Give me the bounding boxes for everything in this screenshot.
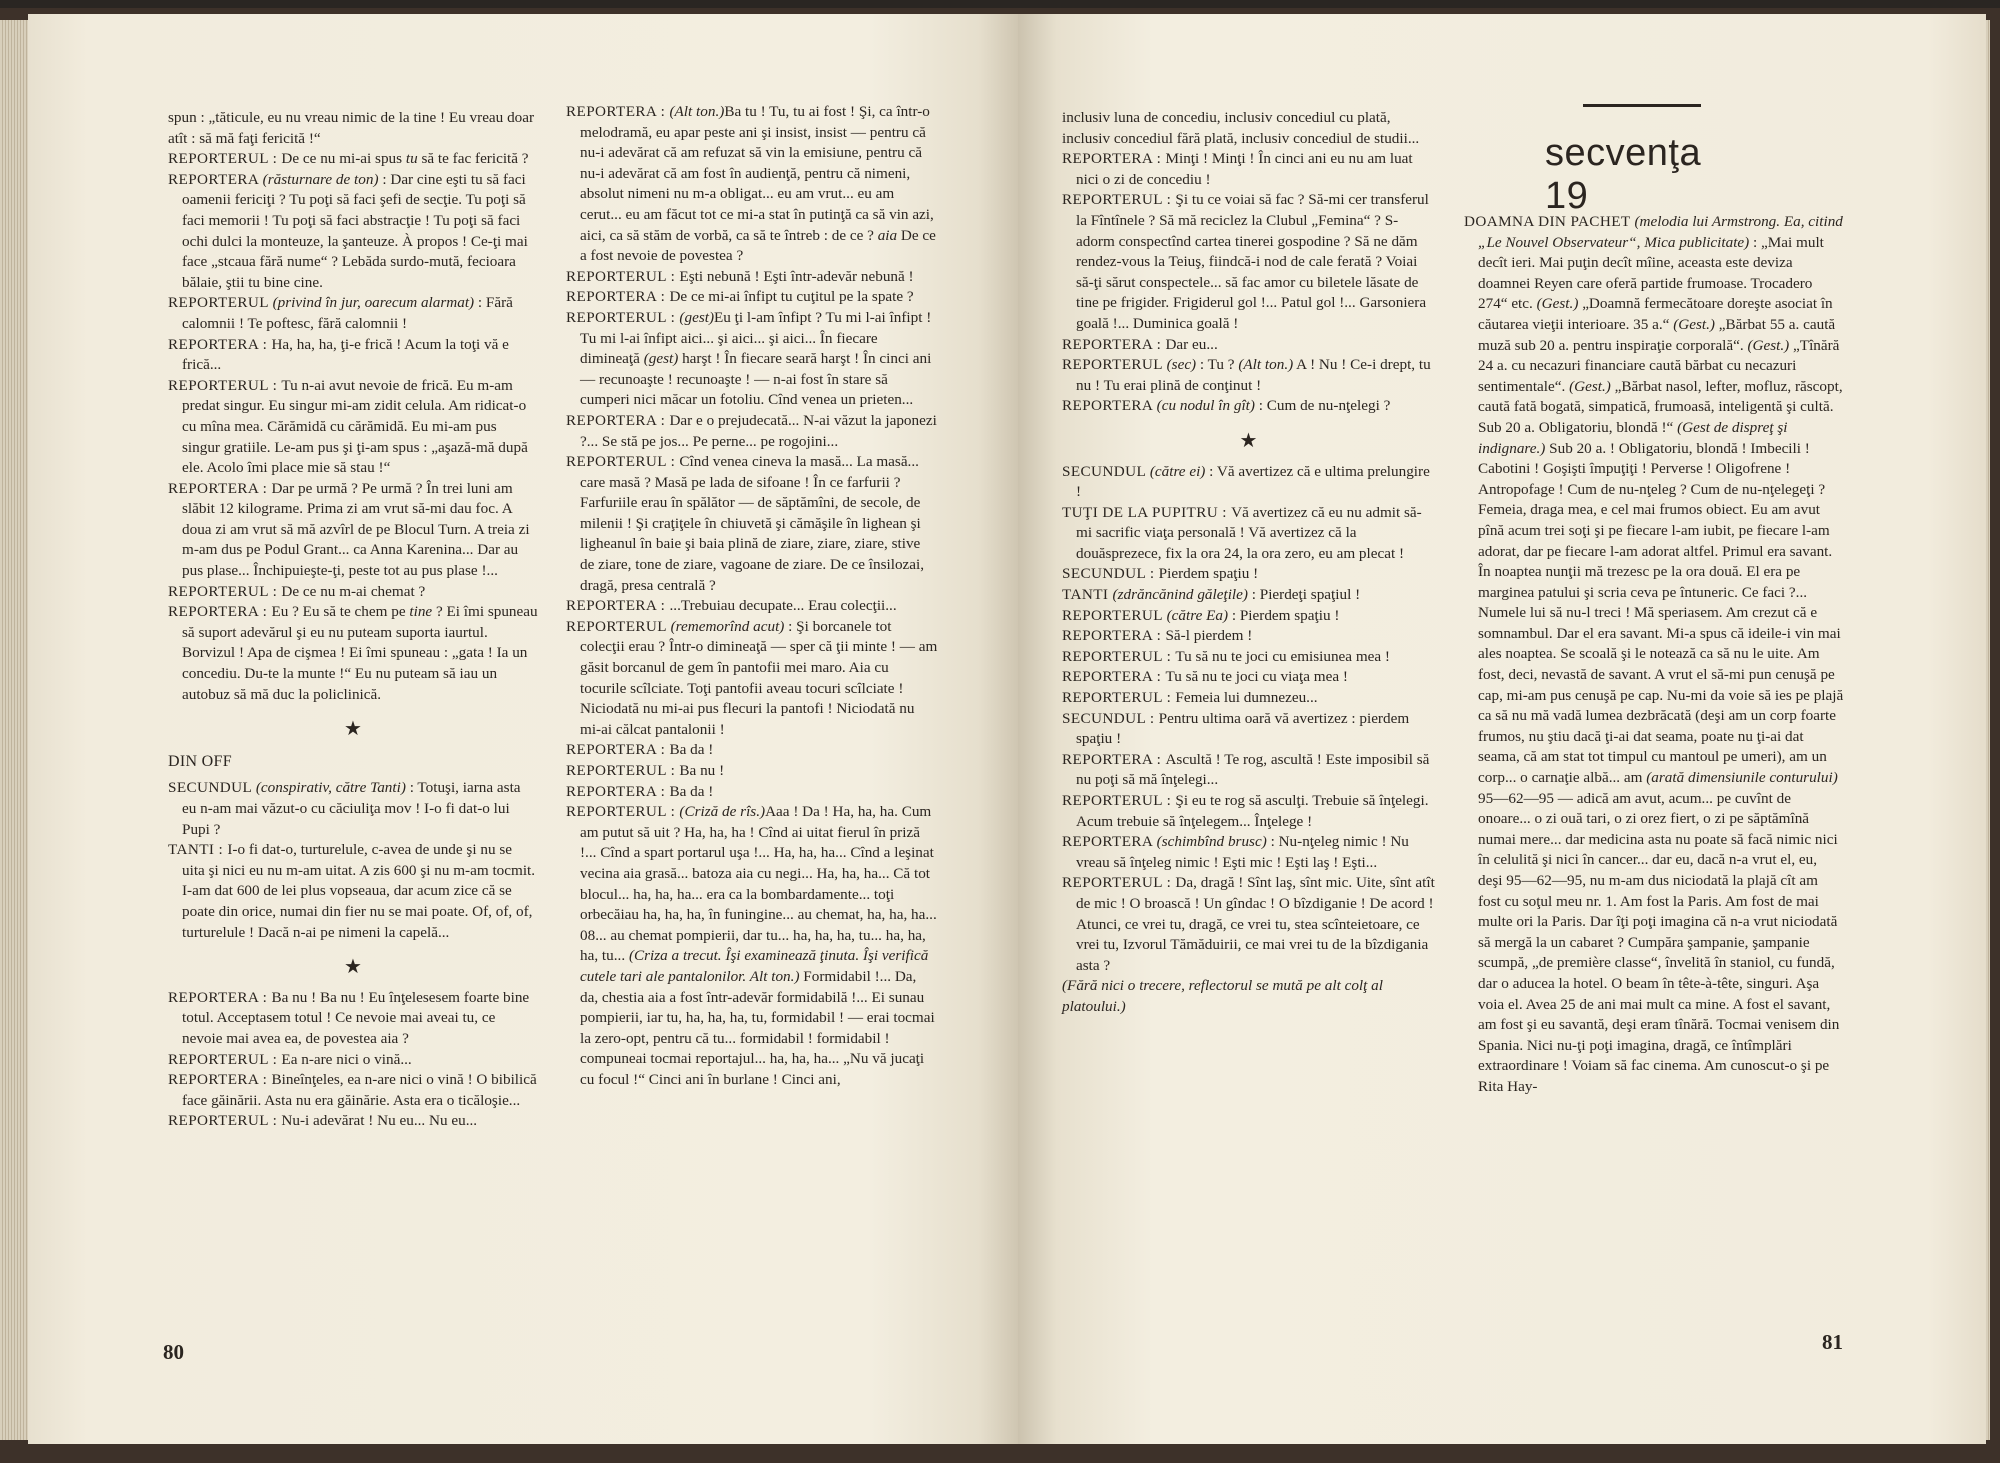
speaker-name: REPORTERA : xyxy=(168,988,272,1006)
stage-direction: (gest) xyxy=(679,308,715,326)
dialogue-line xyxy=(1062,647,1435,668)
dialogue-line xyxy=(566,740,938,761)
dialogue-line xyxy=(1062,564,1435,585)
speaker-name: REPORTERUL : xyxy=(168,376,282,394)
stage-direction: (Alt ton.) xyxy=(669,103,725,120)
dialogue-text: Bineînţeles, ea n-are nici o vină ! O bibilică face găinării. Asta nu era găinărie. Asta era o ticăloşie... xyxy=(182,1071,537,1109)
sequence-title: secvenţa 19 xyxy=(1545,132,1702,217)
dialogue-text: Tu să nu te joci cu viaţa mea ! xyxy=(1165,668,1348,686)
dialogue-line xyxy=(1062,396,1435,417)
dialogue-line xyxy=(168,602,538,705)
speaker-name: REPORTERUL : xyxy=(168,150,282,168)
dialogue-text: ? xyxy=(736,247,744,265)
dialogue-text: Ascultă ! Te rog, ascultă ! Este imposibil să nu poţi să mă înţelegi... xyxy=(1076,750,1430,789)
dialogue-text: Femeia lui dumnezeu... xyxy=(1175,689,1318,707)
dialogue-line xyxy=(1062,190,1435,334)
speaker-name: REPORTERUL xyxy=(1062,606,1167,624)
speaker-name: REPORTERA : xyxy=(168,603,272,621)
dialogue-text: „Tînără 24 a. cu necazuri financiare caută bărbat cu necazuri sentimentale“. xyxy=(1478,336,1840,395)
dialogue-line xyxy=(1062,503,1435,565)
stage-direction: (cu nodul în gît) xyxy=(1156,397,1255,415)
dialogue-line xyxy=(566,802,938,1090)
speaker-name: REPORTERUL : xyxy=(566,308,680,326)
speaker-name: REPORTERUL : xyxy=(1062,191,1176,209)
speaker-name: REPORTERA : xyxy=(566,782,670,800)
speaker-name: REPORTERA : xyxy=(1062,668,1166,686)
left-page-column-2 xyxy=(566,102,938,1091)
dialogue-line xyxy=(1464,212,1844,1098)
speaker-name: SECUNDUL : xyxy=(1062,709,1159,727)
speaker-name: REPORTERA : xyxy=(1062,150,1166,168)
page-number-right: 81 xyxy=(1822,1330,1843,1354)
dialogue-line xyxy=(566,782,938,803)
speaker-name: SECUNDUL xyxy=(1062,462,1150,480)
dialogue-text: : Dar cine eşti tu să faci oamenii fericiţi ? Tu poţi să faci şefi de secţie. Tu poţi să faci memorii ! Tu poţi să faci abstracţie ! Tu poţi să faci ochi dulci la monteuze, la şanteuze. À propos ! Ce-ţi mai face „stcaua fără nume“ ? Lebăda surdo-mută, fecioara bălaie, ştii tu bine cine. xyxy=(182,170,528,291)
speaker-name: REPORTERA : xyxy=(566,411,670,429)
speaker-name: REPORTERA : xyxy=(168,335,272,353)
dialogue-line xyxy=(566,102,938,267)
dialogue-text: Ba nu ! xyxy=(679,762,725,779)
dialogue-text: Să-l pierdem ! xyxy=(1165,627,1253,645)
dialogue-text: 95—62—95 — adică am avut, acum... pe cuvînt de onoare... o zi ouă tari, o zi orez fiert, o zi pe săptămînă numai mere... dar medicina asta nu poate să facă nimic nici în celulită şi nici în cancer... dar eu, dacă n-a vrut el, eu, deşi 95—62—95, nu m-am dus niciodată la plajă cît am fost cu soţul meu nr. 1. Am fost la Paris. Am fost de mai multe ori la Paris. Dar îţi poţi imagina că n-a vrut niciodată să mergă la un cabaret ? Cumpăra şampanie, şampanie scumpă, „de première classe“, învelită în staniol, cu fundă, dar o aducea la hotel. O beam în tête-à-tête, singuri. Aşa voia el. Avea 25 de ani mai mult ca mine. A fost el savant, am fost şi eu savantă, deşi eram tînără. Tocmai venisem din Spania. Nici nu-ţi poţi imagina, dragă, ce întîmplări extraordinare ! Voiam să fac cinema. Am cunoscut-o şi pe Rita Hay- xyxy=(1478,789,1840,1095)
dialogue-text: : Tu ? xyxy=(1196,356,1239,374)
dialogue-text: De ce a fost nevoie de povestea xyxy=(580,226,936,265)
speaker-name: REPORTERA xyxy=(1062,833,1157,851)
speaker-name: REPORTERUL : xyxy=(566,267,680,285)
right-page-column-1 xyxy=(1062,108,1435,1018)
dialogue-text: : Pierdeţi spaţiul ! xyxy=(1247,586,1361,604)
speaker-name: REPORTERA : xyxy=(1062,335,1166,353)
speaker-name: REPORTERA : xyxy=(168,1071,272,1089)
dialogue-text: : Nu-nţeleg nimic ! Nu vreau să înţeleg nimic ! Eşti mic ! Eşti laş ! Eşti... xyxy=(1076,833,1409,871)
speaker-name: TUŢI DE LA PUPITRU : xyxy=(1062,503,1232,521)
speaker-name: REPORTERA : xyxy=(566,103,670,120)
stage-direction: (Fără nici o trecere, reflectorul se mută pe alt colţ al platoului.) xyxy=(1062,977,1383,1015)
dialogue-line xyxy=(1062,585,1435,606)
stage-direction: (Gest.) xyxy=(1569,377,1611,395)
dialogue-line xyxy=(566,617,938,741)
dialogue-text: Sub 20 a. ! Obligatoriu, blondă ! Imbecili ! Cabotini ! Goşişti împuţiţi ! Perverse ! Oligofrene ! Antropofage ! Cum de nu-nţeleg ? Cum de nu-nţelegeţi ? Femeia, draga mea, e cel mai frumos obiect. Eu am avut pînă acum trei soţi şi pe fiecare l-am iubit, pe fiecare l-am adorat, dar pe fiecare l-am adorat altfel. Primul era savant. În noaptea nunţii mă trezesc pe la ora două. El era pe marginea patului şi scria ceva pe întuneric. Ce faci ?... Numele lui să nu-l treci ! Mă speriasem. Am crezut că e somnambul. Dar el era savant. Mi-a spus că ideile-i vin mai ales noaptea. Se scoală şi le notează ca să nu le uite. Am fost, deci, nevastă de savant. A vrut el să-mi pun cenuşă pe cap, mi-am pus cenuşă pe cap. Nu-mi da voie să ies pe plajă ca să nu mă vadă lumea dezbrăcată (deşi am un corp foarte frumos, nu ştiu dacă ţi-ai dat seama, poate nu ţi-ai dat seama, că am stat tot timpul cu mantoul pe umeri), am un corp... o carnaţie albă... am xyxy=(1478,439,1844,787)
dialogue-line xyxy=(1062,709,1435,750)
dialogue-line xyxy=(1062,355,1435,396)
section-heading: DIN OFF xyxy=(168,752,232,770)
dialogue-text: Eşti nebună ! Eşti într-adevăr nebună ! xyxy=(679,267,914,285)
dialogue-text: Da, dragă ! Sînt laş, sînt mic. Uite, sînt atît de mic ! O broască ! Un gîndac ! O bîzdiganie ! De acord ! Atunci, ce vrei tu, dragă, ce vrei tu, stea scînteietoare, ce vrei tu, Izvorul Tămăduirii, ce mai vrei tu de la bîzdigania asta ? xyxy=(1076,874,1435,974)
stage-direction: (privind în jur, oarecum alarmat) xyxy=(272,294,475,312)
dialogue-text: Cînd venea cineva la masă... La masă... care masă ? Masă pe lada de sifoane ! În ce farfurii ? Farfuriile erau în spălător — de săptămîni, de secole, de milenii ! Şi craţiţele în chiuvetă şi cămăşile în lighean şi ligheanul în baie şi baia plină de ziare, ziare, ziare, stive de ziare, tone de ziare, vagoane de ziare. De ce însilozai, dragă, presa centrală ? xyxy=(580,453,925,594)
dialogue-text: Minţi ! Minţi ! În cinci ani eu nu am luat nici o zi de concediu ! xyxy=(1076,150,1413,188)
dialogue-text: Ba tu ! Tu, tu ai fost ! Şi, ca într-o melodramă, eu apar peste ani şi insist, insist — pentru că nu-i adevărat că am refuzat să vin la emisiune, pentru că nu-i adevărat că am fost în audienţă, pentru că nimeni, absolut nimeni nu m-a obligat... eu am vrut... eu am cerut... eu am făcut tot ce mi-a stat în putinţă ca să vin azi, aici, ca să stăm de vorbă, ca să te întreb : de ce ? xyxy=(580,103,934,244)
dialogue-line xyxy=(168,1070,538,1111)
dialogue-line xyxy=(1062,873,1435,976)
speaker-name: REPORTERUL : xyxy=(168,1112,282,1130)
stage-direction: (arată dimensiunile conturului) xyxy=(1646,769,1838,787)
stage-direction: (către Ea) xyxy=(1166,606,1229,624)
dialogue-text: Ha, ha, ha, ţi-e frică ! Acum la toţi vă e frică... xyxy=(182,335,509,374)
dialogue-text: ...Trebuiau decupate... Erau colecţii... xyxy=(669,597,897,615)
stage-direction: (Gest.) xyxy=(1673,315,1715,333)
continued-text xyxy=(1062,108,1435,149)
speaker-name: REPORTERA : xyxy=(566,741,670,759)
continued-text xyxy=(168,108,538,149)
speaker-name: REPORTERUL : xyxy=(566,762,680,779)
dialogue-text: : Fără calomnii ! Te poftesc, fără calomnii ! xyxy=(182,294,513,332)
speaker-name: REPORTERUL : xyxy=(168,582,282,600)
dialogue-line xyxy=(566,267,938,288)
dialogue-line xyxy=(1062,832,1435,873)
dialogue-line xyxy=(168,376,538,479)
dialogue-text: spun : „tăticule, eu nu vreau nimic de la tine ! Eu vreau doar atît : să mă faţi fericită !“ xyxy=(168,109,535,147)
dialogue-text: Ba nu ! Ba nu ! Eu înţelesesem foarte bine totul. Acceptasem totul ! Ce nevoie mai aveai tu, ce nevoie mai avea ea, de povestea aia ? xyxy=(182,988,530,1047)
dialogue-text: Şi tu ce voiai să fac ? Să-mi cer transferul la Fîntînele ? Să mă reciclez la Clubul „Femina“ ? S-adorm conspectînd cartea tinerei gospodine ? Să ne dăm rendez-vous la Teiuş, fiindcă-i nod de cale ferată ? Voiai să-ţi sărut conspectele... să fac amor cu biletele lăsate de tine pe frigider. Frigiderul gol !... Patul gol !... Garsoniera goală !... Duminica goală ! xyxy=(1076,191,1429,332)
speaker-name: REPORTERA : xyxy=(168,479,272,497)
speaker-name: REPORTERUL xyxy=(566,617,671,635)
dialogue-text: ? Ei îmi spuneau să suport adevărul şi eu nu puteam suporta iaurtul. Borvizul ! Apa de cişmea ! Ei îmi spuneau : „gata ! Ia un concediu. Du-te la munte !“ Eu nu puteam să iau un autobuz să mă duc la policlinică. xyxy=(182,603,538,703)
speaker-name: SECUNDUL xyxy=(168,779,256,797)
dialogue-line xyxy=(566,287,938,308)
stage-direction: (zdrăncănind găleţile) xyxy=(1112,586,1248,604)
dialogue-line xyxy=(168,1050,538,1071)
dialogue-text: Cinci ani în burlane ! Cinci ani, xyxy=(648,1070,841,1088)
speaker-name: DOAMNA DIN PACHET xyxy=(1464,213,1635,230)
dialogue-line xyxy=(1062,462,1435,503)
section-separator-star: ★ xyxy=(344,718,362,741)
dialogue-line xyxy=(168,479,538,582)
speaker-name: TANTI xyxy=(1062,586,1113,604)
speaker-name: TANTI : xyxy=(168,841,228,859)
stage-direction: (Criza a trecut. Îşi examinează ţinuta. Îşi verifică cutele tari ale pantalonilor. Alt ton.) xyxy=(580,947,929,985)
dialogue-line xyxy=(1062,688,1435,709)
dialogue-text: Dar pe urmă ? Pe urmă ? În trei luni am slăbit 12 kilograme. Prima zi am vrut să-mi dau foc. A doua zi am vrut să mă azvîrl de pe Blocul Turn. A treia zi m-am dus pe Podul Grant... ca Anna Karenina... Dar au pus plase... Închipuieşte-ţi, peste tot au pus plase !... xyxy=(182,479,530,580)
emphasis: tu xyxy=(405,150,418,168)
dialogue-line xyxy=(168,1111,538,1132)
stage-direction: (schimbînd brusc) xyxy=(1156,833,1267,851)
dialogue-text: De ce nu m-ai chemat ? xyxy=(281,582,426,600)
stage-direction: (gest) xyxy=(643,350,679,368)
speaker-name: REPORTERUL xyxy=(168,294,273,312)
dialogue-line xyxy=(566,411,938,452)
stage-direction: (Alt ton.) xyxy=(1238,356,1294,374)
dialogue-line xyxy=(1062,335,1435,356)
dialogue-text: „Doamnă fermecătoare doreşte asociat în căutarea vieţii interioare. 35 a.“ xyxy=(1478,295,1833,333)
dialogue-line xyxy=(566,761,938,782)
speaker-name: SECUNDUL : xyxy=(1062,565,1159,583)
dialogue-text: De ce mi-ai înfipt tu cuţitul pe la spate ? xyxy=(669,288,914,306)
dialogue-line xyxy=(1062,626,1435,647)
dialogue-line xyxy=(168,335,538,376)
dialogue-line xyxy=(566,596,938,617)
stage-direction: (Gest.) xyxy=(1747,336,1790,354)
emphasis: aia xyxy=(877,226,898,244)
stage-direction: (rememorînd acut) xyxy=(670,617,785,635)
dialogue-text: : Totuşi, iarna asta eu n-am mai văzut-o cu căciuliţa mov ! I-o fi dat-o lui Pupi ? xyxy=(182,779,521,838)
dialogue-text: Formidabil !... Da, da, chestia aia a fost într-adevăr formidabilă !... Ei sunau pompierii, iar tu, ha, ha, ha, tu, formidabil ! — erai tocmai la zero-opt, pentru că tu... formidabil ! formidabil ! compuneai tocmai reportajul... ha, ha, ha... „Nu vă jucaţi cu focul !“ xyxy=(580,967,935,1088)
speaker-name: REPORTERUL : xyxy=(1062,647,1176,665)
stage-direction: (conspirativ, către Tanti) xyxy=(255,779,406,797)
dialogue-text: Nu-i adevărat ! Nu eu... Nu eu... xyxy=(281,1112,478,1130)
speaker-name: REPORTERUL : xyxy=(1062,874,1176,892)
dialogue-text: Dar e o prejudecată... N-ai văzut la japonezi ?... Se stă pe jos... Pe perne... pe rogojini... xyxy=(580,411,937,450)
dialogue-text: : Cum de nu-nţelegi ? xyxy=(1254,397,1391,415)
dialogue-text: I-o fi dat-o, turturelule, c-avea de unde şi nu se uita şi nici eu nu m-am uitat. A zis 600 şi nu m-am tocmit. I-am dat 600 de lei plus vopseaua, dar acum zice că se poate din orice, numai din fier nu se mai poate. Of, of, of, turturelule ! Dacă n-ai pe nimeni la capelă... xyxy=(182,841,536,941)
speaker-name: REPORTERUL xyxy=(1062,356,1167,374)
dialogue-line xyxy=(1062,149,1435,190)
dialogue-text: „Bărbat 55 a. caută muză sub 20 a. pentru inspiraţie corporală“. xyxy=(1478,315,1836,354)
speaker-name: REPORTERUL : xyxy=(566,453,680,471)
dialogue-text: Ba da ! xyxy=(669,782,714,800)
dialogue-text: Pierdem spaţiu ! xyxy=(1158,565,1259,583)
dialogue-line xyxy=(566,452,938,596)
dialogue-line xyxy=(1062,606,1435,627)
speaker-name: REPORTERA : xyxy=(1062,750,1166,768)
dialogue-text: : Vă avertizez că e ultima prelungire ! xyxy=(1076,462,1430,501)
section-separator-star: ★ xyxy=(344,956,362,979)
dialogue-text: Tu n-ai avut nevoie de frică. Eu m-am predat singur. Eu singur mi-am zidit celula. Am ridicat-o cu mîna mea. Cărămidă cu cărămidă. Eu mi-am pus singur gratiile. Le-am pus şi ţi-am spus : „aşază-mă după ele. Acolo îmi place mie să stau !“ xyxy=(182,376,528,477)
dialogue-text: Vă avertizez că eu nu admit să-mi sacrific viaţa personală ! Vă avertizez că la douăsprezece, fix la ora 24, la ora zero, eu am plecat ! xyxy=(1076,503,1422,562)
dialogue-text: : Şi borcanele tot colecţii erau ? Într-o dimineaţă — sper că ţii minte ! — am găsit borcanul de gem în pantofii mei maro. Aia cu tocurile scîlciate. Toţi pantofii aveau tocuri scîlciate ! Niciodată nu mi-ai pus flecuri la pantofi ! Niciodată nu mi-ai călcat pantalonii ! xyxy=(580,617,938,738)
stage-direction: (sec) xyxy=(1166,356,1197,374)
page-number-left: 80 xyxy=(163,1340,184,1364)
right-page-column-2 xyxy=(1464,212,1844,1098)
speaker-name: REPORTERUL : xyxy=(1062,792,1176,809)
speaker-name: REPORTERUL : xyxy=(566,803,680,821)
speaker-name: REPORTERA : xyxy=(566,288,670,306)
dialogue-text: „Bărbat nasol, lefter, mofluz, răscopt, caută fată bogată, simpatică, frumoasă, inteligentă şi cultă. Sub 20 a. Obligatoriu, blondă !“ xyxy=(1478,377,1843,436)
dialogue-text: Tu să nu te joci cu emisiunea mea ! xyxy=(1175,647,1390,665)
speaker-name: REPORTERA xyxy=(1062,397,1157,415)
dialogue-line xyxy=(168,840,538,943)
stage-direction: (Gest.) xyxy=(1536,295,1579,313)
dialogue-text: Şi eu te rog să asculţi. Trebuie să înţelegi. Acum trebuie să înţelegem... Înţelege ! xyxy=(1076,792,1429,830)
stage-direction: (Criză de rîs.) xyxy=(679,803,766,821)
dialogue-line xyxy=(566,308,938,411)
dialogue-line xyxy=(168,582,538,603)
dialogue-text: Ea n-are nici o vină... xyxy=(281,1050,412,1068)
dialogue-text: Ba da ! xyxy=(669,741,714,759)
speaker-name: REPORTERUL : xyxy=(168,1050,282,1068)
dialogue-text: : Pierdem spaţiu ! xyxy=(1228,606,1340,624)
dialogue-line xyxy=(168,170,538,294)
stage-direction: (răsturnare de ton) xyxy=(262,170,379,188)
speaker-name: REPORTERA : xyxy=(1062,627,1166,645)
stage-direction: (melodia lui Armstrong. Ea, citind „Le Nouvel Observateur“, Mica publicitate) xyxy=(1478,213,1843,251)
dialogue-text: Aaa ! Da ! Ha, ha, ha. Cum am putut să uit ? Ha, ha, ha ! Cînd ai uitat fierul în priză !... Cînd a spart portarul uşa !... Ha, ha, ha... Cînd a leşinat vecina aia grasă... batoza aia cu negi... Ha, ha, ha... Că tot blocul... ha, ha, ha... era ca la bombardamente... toţi orbecăiau ha, ha, ha, în funingine... au chemat, ha, ha, ha... 08... au chemat pompierii, dar tu... ha, ha, ha, tu... ha, ha, ha, tu... xyxy=(580,803,937,965)
dialogue-text: Pentru ultima oară vă avertizez : pierdem spaţiu ! xyxy=(1076,709,1410,748)
dialogue-line xyxy=(168,293,538,334)
stage-direction: (Gest de dispreţ şi indignare.) xyxy=(1478,418,1788,457)
dialogue-text: harşt ! În cinci ani — recunoaşte ! recunoaşte ! — n-ai fost în stare să cumperi nici măcar un fotoliu. Cînd venea un prieten... xyxy=(580,350,932,409)
dialogue-line xyxy=(168,149,538,170)
sequence-title-rule xyxy=(1583,104,1701,107)
dialogue-line xyxy=(168,988,538,1050)
stage-direction: (către ei) xyxy=(1149,462,1206,480)
dialogue-text: inclusiv luna de concediu, inclusiv concediul cu plată, inclusiv concediul fără plată, inclusiv concediul de studii... xyxy=(1062,109,1420,147)
dialogue-text: Dar eu... xyxy=(1165,335,1218,353)
dialogue-line xyxy=(1062,791,1435,832)
dialogue-text: Eu ţi l-am înfipt ? Tu mi l-ai înfipt ! Tu mi l-ai înfipt aici... şi aici... şi aici... În fiecare dimineaţă xyxy=(580,308,932,368)
dialogue-text: : „Mai mult decît ieri. Mai puţin decît mîine, aceasta este deviza doamnei Reyen care oferă partide frumoase. Trocadero 274“ etc. xyxy=(1478,233,1824,313)
speaker-name: REPORTERA : xyxy=(566,597,670,615)
emphasis: tine xyxy=(409,603,433,621)
section-separator-star: ★ xyxy=(1239,429,1258,452)
dialogue-text: să te fac fericită ? xyxy=(417,150,529,168)
dialogue-line xyxy=(168,778,538,840)
speaker-name: REPORTERA xyxy=(168,170,263,188)
dialogue-line xyxy=(1062,667,1435,688)
dialogue-line xyxy=(1062,750,1435,791)
dialogue-text: Eu ? Eu să te chem pe xyxy=(271,603,410,621)
dialogue-text: De ce nu mi-ai spus xyxy=(281,150,406,168)
speaker-name: REPORTERUL : xyxy=(1062,689,1176,707)
left-page-column-1 xyxy=(168,108,538,1132)
dialogue-text: harşt ! În fiecare seară xyxy=(678,350,821,368)
dialogue-text: A ! Nu ! Ce-i drept, tu nu ! Tu erai plină de conţinut ! xyxy=(1076,356,1431,394)
